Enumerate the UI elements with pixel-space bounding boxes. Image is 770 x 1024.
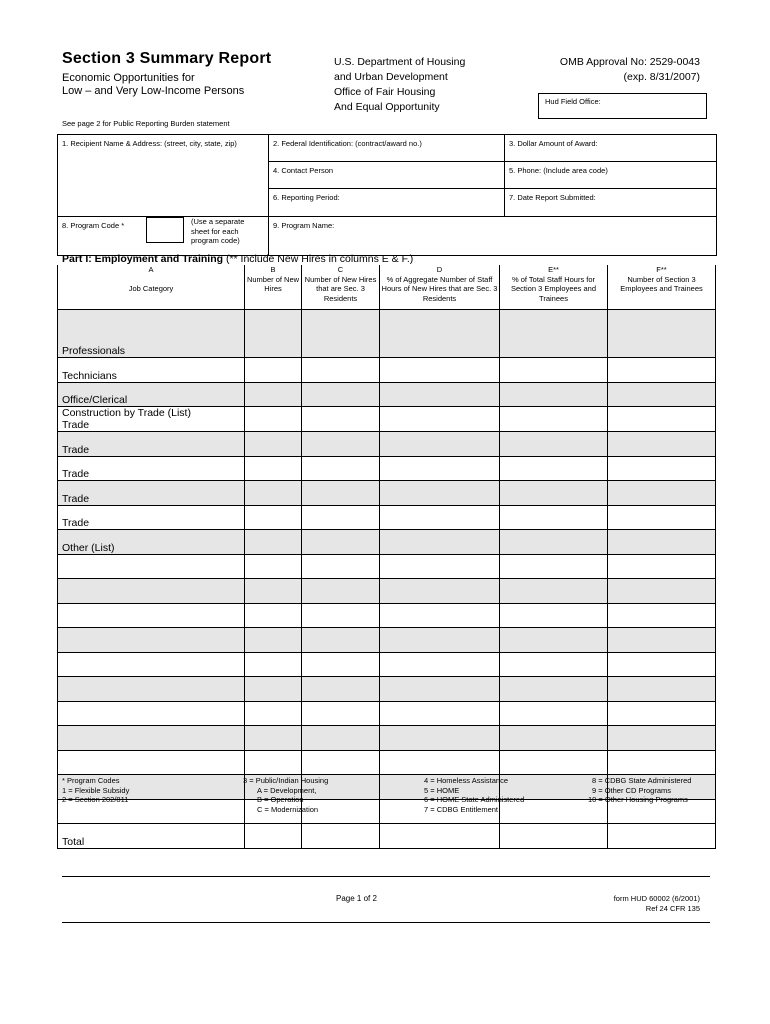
job-category-cell: Technicians <box>58 358 245 383</box>
entry-cell[interactable] <box>500 310 608 358</box>
hud-field-office-field[interactable] <box>538 93 707 119</box>
program-code-input[interactable] <box>146 217 184 243</box>
entry-cell[interactable] <box>245 432 302 457</box>
entry-cell[interactable] <box>302 603 380 628</box>
part1-title: Part I: Employment and Training <box>62 253 224 265</box>
agency-line: And Equal Opportunity <box>334 101 440 113</box>
program-name-label: 9. Program Name: <box>273 221 335 230</box>
entry-cell[interactable] <box>608 824 716 849</box>
code-line: 3 = Public/Indian Housing <box>243 776 329 785</box>
entry-cell[interactable] <box>608 701 716 726</box>
entry-cell[interactable] <box>500 530 608 555</box>
entry-cell[interactable] <box>302 358 380 383</box>
entry-cell[interactable] <box>380 628 500 653</box>
entry-cell[interactable] <box>500 726 608 751</box>
entry-cell[interactable] <box>608 628 716 653</box>
entry-cell[interactable] <box>500 407 608 432</box>
job-category-cell <box>58 750 245 775</box>
job-category-cell: Construction by Trade (List) Trade <box>58 407 245 432</box>
job-category-cell <box>58 628 245 653</box>
program-name-field[interactable] <box>269 217 716 255</box>
entry-cell[interactable] <box>302 824 380 849</box>
code-line: 8 = CDBG State Administered <box>592 776 692 785</box>
entry-cell[interactable] <box>608 726 716 751</box>
column-header: F** Number of Section 3 Employees and Trainees <box>608 265 716 310</box>
entry-cell[interactable] <box>245 310 302 358</box>
entry-cell[interactable] <box>380 677 500 702</box>
entry-cell[interactable] <box>500 701 608 726</box>
job-category-cell <box>58 677 245 702</box>
table-row <box>58 432 716 457</box>
entry-cell[interactable] <box>380 382 500 407</box>
code-line: 5 = HOME <box>424 785 460 795</box>
entry-cell[interactable] <box>608 652 716 677</box>
note-line: (Use a separate <box>191 217 245 226</box>
entry-cell[interactable] <box>608 432 716 457</box>
column-header: E** % of Total Staff Hours for Section 3 Employees and Trainees <box>500 265 608 310</box>
entry-cell[interactable] <box>380 432 500 457</box>
entry-cell[interactable] <box>380 579 500 604</box>
program-code-field <box>58 217 269 255</box>
entry-cell[interactable] <box>500 750 608 775</box>
entry-cell[interactable] <box>608 481 716 506</box>
entry-cell[interactable] <box>302 701 380 726</box>
hud-field-office-label: Hud Field Office: <box>545 97 601 106</box>
job-category-cell <box>58 554 245 579</box>
entry-cell[interactable] <box>245 628 302 653</box>
column-header: A Job Category <box>58 265 245 310</box>
entry-cell[interactable] <box>608 603 716 628</box>
entry-cell[interactable] <box>380 310 500 358</box>
entry-cell[interactable] <box>500 554 608 579</box>
entry-cell[interactable] <box>245 382 302 407</box>
job-category-cell: Trade <box>58 432 245 457</box>
entry-cell[interactable] <box>500 652 608 677</box>
table-row <box>58 358 716 383</box>
federal-id-label: 2. Federal Identification: (contract/award no.) <box>273 139 422 148</box>
entry-cell[interactable] <box>302 652 380 677</box>
entry-cell[interactable] <box>608 677 716 702</box>
entry-cell[interactable] <box>302 726 380 751</box>
entry-cell[interactable] <box>608 358 716 383</box>
agency-line: and Urban Development <box>334 71 448 83</box>
table-row <box>58 310 716 358</box>
footer-divider-bottom <box>62 922 710 923</box>
code-line: * Program Codes <box>62 776 120 785</box>
job-category-cell: Other (List) <box>58 530 245 555</box>
table-row <box>58 407 716 432</box>
job-category-cell <box>58 579 245 604</box>
agency-line: Office of Fair Housing <box>334 86 436 98</box>
table-row <box>58 530 716 555</box>
form-number-block <box>614 894 700 913</box>
entry-cell[interactable] <box>608 579 716 604</box>
dollar-amount-label: 3. Dollar Amount of Award: <box>509 139 598 148</box>
table-row <box>58 554 716 579</box>
phone-field[interactable] <box>505 162 716 189</box>
recipient-field[interactable] <box>58 135 269 217</box>
entry-cell[interactable] <box>500 505 608 530</box>
employment-table-body <box>58 310 716 849</box>
job-category-cell <box>58 726 245 751</box>
date-submitted-field[interactable] <box>505 189 716 217</box>
table-row <box>58 824 716 849</box>
table-row <box>58 579 716 604</box>
column-header: D % of Aggregate Number of Staff Hours of New Hires that are Sec. 3 Residents <box>380 265 500 310</box>
note-line: program code) <box>191 236 240 245</box>
entry-cell[interactable] <box>608 382 716 407</box>
entry-cell[interactable] <box>608 407 716 432</box>
code-line: 4 = Homeless Assistance <box>424 776 508 785</box>
program-codes-col-1 <box>62 776 129 805</box>
table-row <box>58 701 716 726</box>
entry-cell[interactable] <box>245 481 302 506</box>
entry-cell[interactable] <box>500 456 608 481</box>
entry-cell[interactable] <box>245 603 302 628</box>
entry-cell[interactable] <box>302 579 380 604</box>
entry-cell[interactable] <box>245 652 302 677</box>
entry-cell[interactable] <box>302 628 380 653</box>
table-row <box>58 382 716 407</box>
entry-cell[interactable] <box>245 407 302 432</box>
code-line: 2 = Section 202/811 <box>62 795 129 804</box>
entry-cell[interactable] <box>302 382 380 407</box>
entry-cell[interactable] <box>302 310 380 358</box>
report-title: Section 3 Summary Report <box>62 50 272 67</box>
entry-cell[interactable] <box>500 481 608 506</box>
entry-cell[interactable] <box>380 701 500 726</box>
recipient-info-grid <box>57 134 717 256</box>
job-category-cell: Total <box>58 824 245 849</box>
job-category-cell <box>58 603 245 628</box>
page-number: Page 1 of 2 <box>336 894 377 903</box>
entry-cell[interactable] <box>380 358 500 383</box>
entry-cell[interactable] <box>380 554 500 579</box>
entry-cell[interactable] <box>245 677 302 702</box>
federal-id-field[interactable] <box>269 135 505 162</box>
entry-cell[interactable] <box>245 554 302 579</box>
entry-cell[interactable] <box>302 432 380 457</box>
agency-line: U.S. Department of Housing <box>334 56 466 68</box>
code-line: C = Modernization <box>257 804 319 814</box>
program-codes-col-3 <box>424 776 524 814</box>
subtitle-line-1: Economic Opportunities for <box>62 72 195 84</box>
entry-cell[interactable] <box>380 603 500 628</box>
entry-cell[interactable] <box>380 407 500 432</box>
contact-person-field[interactable] <box>269 162 505 189</box>
entry-cell[interactable] <box>608 456 716 481</box>
entry-cell[interactable] <box>245 456 302 481</box>
entry-cell[interactable] <box>302 530 380 555</box>
job-category-cell: Trade <box>58 456 245 481</box>
entry-cell[interactable] <box>608 750 716 775</box>
job-category-cell: Trade <box>58 481 245 506</box>
entry-cell[interactable] <box>500 382 608 407</box>
entry-cell[interactable] <box>302 677 380 702</box>
omb-block <box>560 55 700 85</box>
table-row <box>58 505 716 530</box>
table-row <box>58 750 716 775</box>
entry-cell[interactable] <box>302 505 380 530</box>
entry-cell[interactable] <box>500 579 608 604</box>
program-codes-col-2 <box>243 776 328 814</box>
entry-cell[interactable] <box>245 505 302 530</box>
job-category-cell: Trade <box>58 505 245 530</box>
entry-cell[interactable] <box>302 456 380 481</box>
table-row <box>58 456 716 481</box>
entry-cell[interactable] <box>245 530 302 555</box>
reporting-period-field[interactable] <box>269 189 505 217</box>
code-line: 10 = Other Housing Programs <box>588 795 688 804</box>
recipient-label: 1. Recipient Name & Address: (street, city, state, zip) <box>62 139 237 148</box>
code-line: 1 = Flexible Subsidy <box>62 785 130 795</box>
entry-cell[interactable] <box>380 505 500 530</box>
entry-cell[interactable] <box>608 530 716 555</box>
part1-note: (** Include New Hires in columns E & F.) <box>223 253 414 265</box>
job-category-cell <box>58 701 245 726</box>
entry-cell[interactable] <box>380 481 500 506</box>
table-row <box>58 481 716 506</box>
table-row <box>58 652 716 677</box>
entry-cell[interactable] <box>245 701 302 726</box>
entry-cell[interactable] <box>302 750 380 775</box>
entry-cell[interactable] <box>500 603 608 628</box>
entry-cell[interactable] <box>380 456 500 481</box>
entry-cell[interactable] <box>245 824 302 849</box>
entry-cell[interactable] <box>380 652 500 677</box>
entry-cell[interactable] <box>500 677 608 702</box>
entry-cell[interactable] <box>380 726 500 751</box>
subtitle-line-2: Low – and Very Low-Income Persons <box>62 85 245 97</box>
job-category-cell <box>58 652 245 677</box>
entry-cell[interactable] <box>608 310 716 358</box>
code-line: 9 = Other CD Programs <box>592 785 671 795</box>
reporting-period-label: 6. Reporting Period: <box>273 193 340 202</box>
employment-table <box>57 265 716 849</box>
entry-cell[interactable] <box>500 432 608 457</box>
entry-cell[interactable] <box>380 824 500 849</box>
dollar-amount-field[interactable] <box>505 135 716 162</box>
table-header-row <box>58 265 716 310</box>
column-header: C Number of New Hires that are Sec. 3 Residents <box>302 265 380 310</box>
entry-cell[interactable] <box>500 628 608 653</box>
job-category-cell: Professionals <box>58 310 245 358</box>
entry-cell[interactable] <box>245 750 302 775</box>
omb-expiration: (exp. 8/31/2007) <box>623 71 700 83</box>
agency-block <box>334 55 465 115</box>
form-number: form HUD 60002 (6/2001) <box>613 894 700 903</box>
form-reference: Ref 24 CFR 135 <box>645 903 700 913</box>
column-header: B Number of New Hires <box>245 265 302 310</box>
job-category-cell: Office/Clerical <box>58 382 245 407</box>
table-row <box>58 677 716 702</box>
entry-cell[interactable] <box>500 358 608 383</box>
code-line: 7 = CDBG Entitlement <box>424 804 498 814</box>
program-code-note <box>191 217 244 246</box>
note-line: sheet for each <box>191 226 239 236</box>
entry-cell[interactable] <box>245 358 302 383</box>
contact-person-label: 4. Contact Person <box>273 166 334 175</box>
table-row <box>58 726 716 751</box>
code-line: B = Operation <box>257 795 304 804</box>
part1-heading <box>62 253 413 265</box>
entry-cell[interactable] <box>302 554 380 579</box>
code-line: A = Development, <box>257 785 317 795</box>
program-codes-col-4 <box>588 776 691 805</box>
entry-cell[interactable] <box>380 750 500 775</box>
phone-label: 5. Phone: (Include area code) <box>509 166 608 175</box>
table-row <box>58 628 716 653</box>
omb-approval: OMB Approval No: 2529-0043 <box>559 56 700 68</box>
burden-note: See page 2 for Public Reporting Burden statement <box>62 119 230 128</box>
entry-cell[interactable] <box>608 554 716 579</box>
entry-cell[interactable] <box>302 481 380 506</box>
program-code-label: 8. Program Code * <box>62 221 125 230</box>
entry-cell[interactable] <box>302 407 380 432</box>
entry-cell[interactable] <box>500 824 608 849</box>
entry-cell[interactable] <box>608 505 716 530</box>
date-submitted-label: 7. Date Report Submitted: <box>509 193 596 202</box>
code-line: 6 = HOME State Administered <box>424 795 525 804</box>
entry-cell[interactable] <box>245 579 302 604</box>
table-row <box>58 603 716 628</box>
entry-cell[interactable] <box>380 530 500 555</box>
entry-cell[interactable] <box>245 726 302 751</box>
footer-divider-top <box>62 876 710 877</box>
